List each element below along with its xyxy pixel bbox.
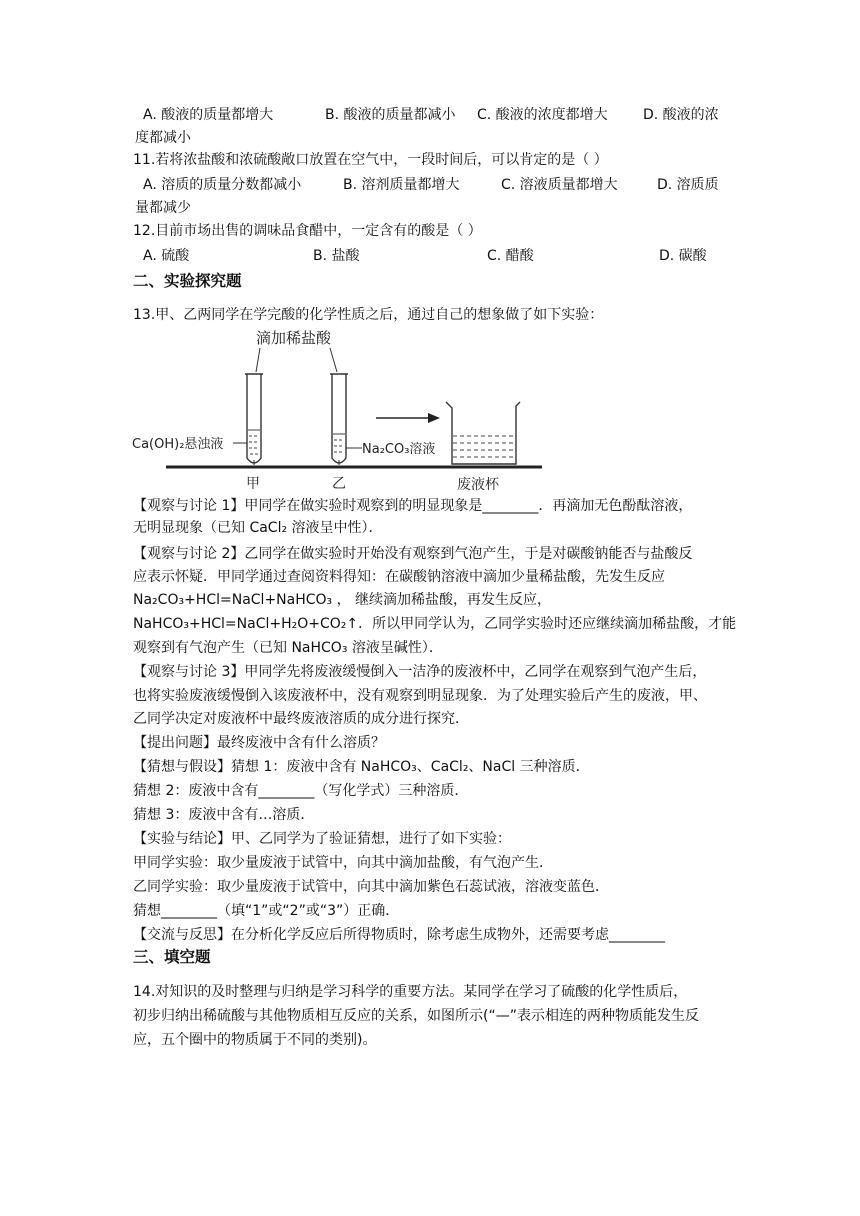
section-heading-fill-in: 三、填空题 xyxy=(133,948,211,966)
q11-option-a: A. 溶质的质量分数都减小 xyxy=(143,177,302,193)
q13-line-3: 【观察与讨论 2】乙同学在做实验时开始没有观察到气泡产生，于是对碳酸钠能否与盐酸反 xyxy=(133,546,693,562)
test-tube-yi xyxy=(330,374,348,465)
q13-line-13: 猜想 2：废液中含有________（写化学式）三种溶质． xyxy=(133,783,469,799)
q13-line-11: 【提出问题】最终废液中含有什么溶质？ xyxy=(133,735,385,751)
figure-label-jia: 甲 xyxy=(246,476,260,492)
q13-line-14: 猜想 3：废液中含有…溶质． xyxy=(133,807,315,823)
q13-line-9: 也将实验废液缓慢倒入该废液杯中，没有观察到明显现象．为了处理实验后产生的废液，甲、 xyxy=(133,688,707,704)
q13-line-19: 【交流与反思】在分析化学反应后所得物质时，除考虑生成物外，还需要考虑________ xyxy=(133,927,665,943)
label-pointer-left xyxy=(256,348,260,372)
figure-label-yi: 乙 xyxy=(332,476,346,492)
q13-line-6: NaHCO₃+HCl=NaCl+H₂O+CO₂↑．所以甲同学认为，乙同学实验时还应继续滴加稀盐酸，才能 xyxy=(133,616,737,632)
q10-option-d-continued: 度都减小 xyxy=(135,130,191,146)
figure-label-caoh2: Ca(OH)₂悬浊液 xyxy=(132,437,224,452)
test-tube-jia xyxy=(245,374,263,465)
q11-stem: 11.若将浓盐酸和浓硫酸敞口放置在空气中，一段时间后，可以肯定的是（ ） xyxy=(133,152,608,168)
q14-line-3: 应，五个圈中的物质属于不同的类别)。 xyxy=(133,1032,377,1048)
q13-line-1: 【观察与讨论 1】甲同学在做实验时观察到的明显现象是________．再滴加无色酚酞溶液， xyxy=(133,498,693,514)
q13-line-5: Na₂CO₃+HCl=NaCl+NaHCO₃ ， 继续滴加稀盐酸，再发生反应， xyxy=(133,592,552,608)
figure-label-na2co3: Na₂CO₃溶液 xyxy=(362,442,436,457)
waste-beaker xyxy=(446,402,520,464)
q13-line-17: 乙同学实验：取少量废液于试管中，向其中滴加紫色石蕊试液，溶液变蓝色． xyxy=(133,879,609,895)
q14-line-1: 14.对知识的及时整理与归纳是学习科学的重要方法。某同学在学习了硫酸的化学性质后， xyxy=(133,984,688,1000)
q13-experiment-figure xyxy=(130,326,550,492)
q10-option-d: D. 酸液的浓 xyxy=(643,107,719,123)
experiment-diagram xyxy=(130,326,550,492)
q12-option-a: A. 硫酸 xyxy=(143,248,190,264)
figure-label-add-hcl: 滴加稀盐酸 xyxy=(256,329,332,347)
q10-option-b: B. 酸液的质量都减小 xyxy=(325,107,456,123)
q12-option-c: C. 醋酸 xyxy=(487,248,534,264)
section-heading-experiment: 二、实验探究题 xyxy=(133,272,242,290)
q10-option-c: C. 酸液的浓度都增大 xyxy=(477,107,608,123)
q12-option-b: B. 盐酸 xyxy=(313,248,360,264)
q11-option-c: C. 溶液质量都增大 xyxy=(501,177,618,193)
figure-label-waste-cup: 废液杯 xyxy=(457,477,499,492)
pour-arrow xyxy=(376,413,440,423)
q13-line-15: 【实验与结论】甲、乙同学为了验证猜想，进行了如下实验： xyxy=(133,831,511,847)
q13-line-7: 观察到有气泡产生（已知 NaHCO₃ 溶液呈碱性）． xyxy=(133,640,443,656)
q14-line-2: 初步归纳出稀硫酸与其他物质相互反应的关系，如图所示(“—”表示相连的两种物质能发生反 xyxy=(133,1008,699,1024)
q13-line-10: 乙同学决定对废液杯中最终废液溶质的成分进行探究． xyxy=(133,711,469,727)
q13-line-2: 无明显现象（已知 CaCl₂ 溶液呈中性）． xyxy=(133,520,383,536)
q13-stem: 13.甲、乙两同学在学完酸的化学性质之后，通过自己的想象做了如下实验： xyxy=(133,307,604,323)
q13-line-4: 应表示怀疑．甲同学通过查阅资料得知：在碳酸钠溶液中滴加少量稀盐酸，先发生反应 xyxy=(133,569,665,585)
q13-line-18: 猜想________（填“1”或“2”或“3”）正确． xyxy=(133,903,400,919)
q12-stem: 12.目前市场出售的调味品食醋中，一定含有的酸是（ ） xyxy=(133,223,482,239)
label-pointer-right xyxy=(330,348,337,372)
q13-line-16: 甲同学实验：取少量废液于试管中，向其中滴加盐酸，有气泡产生． xyxy=(133,855,553,871)
q12-option-d: D. 碳酸 xyxy=(659,248,707,264)
q11-option-d: D. 溶质质 xyxy=(657,177,719,193)
q11-option-d-continued: 量都减少 xyxy=(135,200,191,216)
q13-line-12: 【猜想与假设】猜想 1：废液中含有 NaHCO₃、CaCl₂、NaCl 三种溶质． xyxy=(133,759,590,775)
q13-line-8: 【观察与讨论 3】甲同学先将废液缓慢倒入一洁净的废液杯中，乙同学在观察到气泡产生后， xyxy=(133,664,707,680)
q11-option-b: B. 溶剂质量都增大 xyxy=(343,177,460,193)
q10-option-a: A. 酸液的质量都增大 xyxy=(143,107,274,123)
